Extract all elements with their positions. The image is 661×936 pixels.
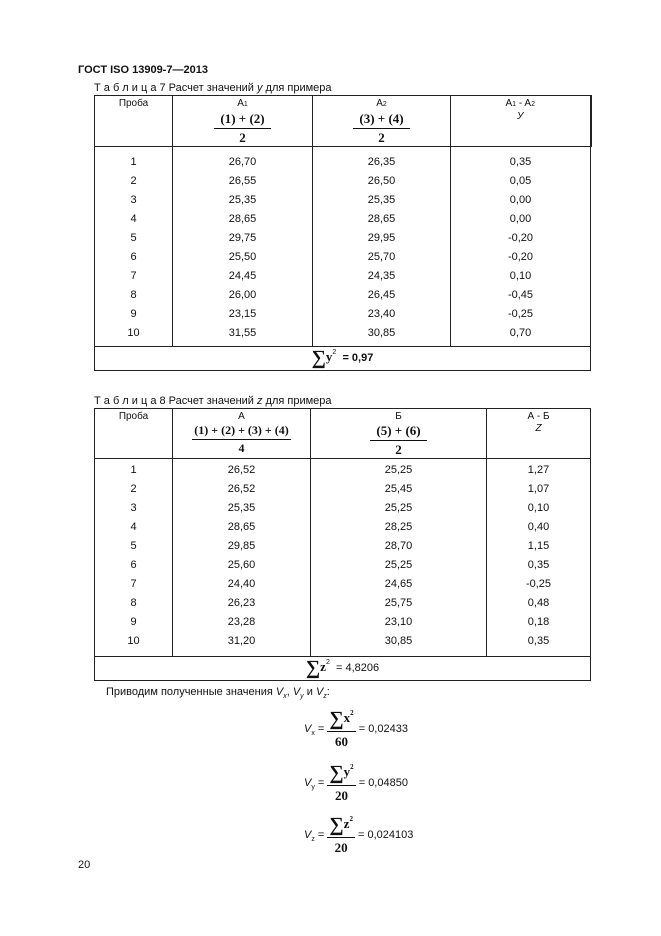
table-row (95, 248, 591, 267)
table8-b-denominator: 2 (395, 442, 402, 457)
table-cell: 25,70 (313, 248, 451, 267)
table-row (95, 305, 591, 324)
table-cell: 24,40 (173, 575, 311, 594)
table7-a2-denominator: 2 (378, 130, 385, 145)
table-cell: 23,28 (173, 613, 311, 632)
table7-a1-sub: 1 (243, 101, 248, 108)
table-row (95, 324, 591, 343)
sigma-symbol: ∑ (329, 814, 344, 836)
table-cell: 26,52 (173, 480, 311, 499)
table-cell: 0,00 (451, 191, 591, 210)
table8-a-label: A (238, 411, 245, 422)
table-cell: -0,25 (451, 305, 591, 324)
table7-caption-tail: для примера (262, 82, 332, 94)
table7-a2-sub: 2 (382, 101, 387, 108)
table-cell: 2 (95, 172, 173, 191)
table7-a2-fraction (353, 111, 409, 146)
table-row (95, 594, 591, 613)
table-cell: 29,85 (173, 537, 311, 556)
table-cell: 25,35 (173, 191, 313, 210)
table-row (95, 632, 591, 651)
table-row (95, 286, 591, 305)
table8-caption-var: z (257, 395, 263, 407)
table-cell: 0,10 (451, 267, 591, 286)
table8-header-a (173, 409, 311, 459)
table-cell: 26,23 (173, 594, 311, 613)
table-cell: 7 (95, 575, 173, 594)
table-cell: 7 (95, 267, 173, 286)
table-row (95, 613, 591, 632)
table-cell: 25,35 (313, 191, 451, 210)
table-cell: 26,70 (173, 153, 313, 172)
table-cell: 29,95 (313, 229, 451, 248)
table-row (95, 499, 591, 518)
table-cell: 6 (95, 248, 173, 267)
table7-a1-denominator: 2 (239, 130, 246, 145)
table-cell: 24,45 (173, 267, 313, 286)
table-cell: 25,45 (311, 480, 487, 499)
table-cell: 25,25 (311, 499, 487, 518)
table8-sum-row (95, 657, 591, 681)
formula-vy-result: = 0,04850 (355, 776, 408, 789)
table7-caption-lead: Т а б л и ц а 7 Расчет значений (94, 82, 257, 94)
table-cell: 8 (95, 286, 173, 305)
table-cell: 9 (95, 305, 173, 324)
table-cell: 3 (95, 499, 173, 518)
table7-header-a1 (173, 96, 313, 147)
sigma-symbol: ∑ (311, 347, 326, 369)
table-cell: 0,05 (451, 172, 591, 191)
table8-a-fraction (192, 423, 290, 456)
table8-diff-var: Z (535, 423, 542, 434)
table7 (94, 95, 592, 371)
table7-sum-value: = 0,97 (342, 352, 374, 364)
table-cell: 25,50 (173, 248, 313, 267)
table7-header-a2 (313, 96, 451, 147)
table8-sum-value: = 4,8206 (335, 662, 380, 674)
table-cell: -0,20 (451, 248, 591, 267)
table-cell: 28,25 (311, 518, 487, 537)
table8 (94, 408, 591, 681)
formula-vz: $V_z$ = $\frac{\sum z^2}{20}$ = 0,024103 (304, 814, 414, 855)
table-cell: 30,85 (313, 324, 451, 343)
table-cell: 0,70 (451, 324, 591, 343)
table-cell: 31,20 (173, 632, 311, 651)
table-cell: -0,45 (451, 286, 591, 305)
table-row (95, 575, 591, 594)
table-cell: 26,45 (313, 286, 451, 305)
table-cell: 26,50 (313, 172, 451, 191)
table-cell: 1 (95, 153, 173, 172)
table-cell: 30,85 (311, 632, 487, 651)
table-row (95, 172, 591, 191)
table-cell: 0,18 (487, 613, 591, 632)
table-cell: 0,35 (487, 556, 591, 575)
table8-caption-tail: для примера (262, 395, 332, 407)
table-cell: 0,10 (487, 499, 591, 518)
table7-a2-label: A (376, 98, 383, 109)
table-row (95, 153, 591, 172)
table-row (95, 267, 591, 286)
table8-header-sample: Проба (95, 409, 173, 459)
table-cell: 5 (95, 537, 173, 556)
table-cell: 26,35 (313, 153, 451, 172)
formula-vx-result: = 0,02433 (355, 722, 408, 735)
table-cell: 10 (95, 324, 173, 343)
table-cell: 25,60 (173, 556, 311, 575)
table-cell: 23,40 (313, 305, 451, 324)
table-cell: 28,65 (173, 210, 313, 229)
table-row (95, 191, 591, 210)
table-row (95, 210, 591, 229)
table-cell: 29,75 (173, 229, 313, 248)
table-cell: 4 (95, 518, 173, 537)
table8-caption-lead: Т а б л и ц а 8 Расчет значений (94, 395, 257, 407)
table-cell: 8 (95, 594, 173, 613)
table8-caption (94, 395, 332, 407)
results-paragraph: Приводим полученные значения $V_x$, $V_y$ и $V_z$: (106, 686, 330, 701)
table7-caption (94, 82, 332, 94)
table8-b-numerator: (5) + (6) (370, 423, 426, 441)
table8-header-diff: А - Б Z (487, 409, 591, 459)
table7-header-row (95, 96, 591, 147)
table-cell: 25,35 (173, 499, 311, 518)
table8-sum: $\sum z^2 = 4,8206$ (95, 657, 591, 681)
table-cell: 0,00 (451, 210, 591, 229)
page-number: 20 (78, 859, 91, 871)
table7-caption-var: y (257, 82, 263, 94)
table7-diff-var: У (517, 111, 524, 122)
table-cell: 10 (95, 632, 173, 651)
table7-a1-label: A (237, 98, 244, 109)
table-cell: 4 (95, 210, 173, 229)
table7-a1-fraction (214, 111, 270, 146)
table-cell: 3 (95, 191, 173, 210)
table-cell: 25,25 (311, 461, 487, 480)
table-cell: 2 (95, 480, 173, 499)
table-cell: 26,55 (173, 172, 313, 191)
table-cell: 5 (95, 229, 173, 248)
document-header: ГОСТ ISO 13909-7—2013 (78, 64, 208, 76)
table-cell: 1,15 (487, 537, 591, 556)
table7-header-sample: Проба (95, 96, 173, 147)
table-cell: 1,27 (487, 461, 591, 480)
table-cell: 1 (95, 461, 173, 480)
formula-vy: $V_y$ = $\frac{\sum y^2}{20}$ = 0,04850 (304, 762, 408, 803)
table-cell: 25,25 (311, 556, 487, 575)
table-cell: -0,25 (487, 575, 591, 594)
table7-sum-row (95, 347, 591, 371)
table-cell: 28,65 (313, 210, 451, 229)
table-row (95, 480, 591, 499)
sigma-symbol: ∑ (305, 657, 321, 679)
table8-b-label: Б (395, 411, 402, 422)
table-cell: 25,75 (311, 594, 487, 613)
table-cell: 23,15 (173, 305, 313, 324)
table-cell: 23,10 (311, 613, 487, 632)
table-cell: 28,70 (311, 537, 487, 556)
table-cell: 28,65 (173, 518, 311, 537)
table-cell: 0,35 (451, 153, 591, 172)
sigma-symbol: ∑ (329, 762, 344, 784)
table-row (95, 537, 591, 556)
table8-header-row (95, 409, 591, 459)
table-cell: 0,40 (487, 518, 591, 537)
table-cell: 9 (95, 613, 173, 632)
sigma-symbol: ∑ (329, 708, 344, 730)
table-cell: 6 (95, 556, 173, 575)
table-row (95, 461, 591, 480)
table-cell: 24,35 (313, 267, 451, 286)
table-cell: 0,48 (487, 594, 591, 613)
table7-header-diff: A1 - A2 У (451, 96, 591, 147)
table7-a2-numerator: (3) + (4) (353, 111, 409, 129)
table7-sum: $\sum y^2 = 0,97$ (95, 347, 591, 371)
formula-vx: $V_x$ = $\frac{\sum x^2}{60}$ = 0,02433 (304, 708, 408, 749)
table8-a-denominator: 4 (238, 441, 245, 455)
table8-a-numerator: (1) + (2) + (3) + (4) (192, 423, 290, 440)
table-cell: 0,35 (487, 632, 591, 651)
table8-b-fraction (370, 423, 426, 458)
table-cell: 1,07 (487, 480, 591, 499)
table-cell: -0,20 (451, 229, 591, 248)
table-cell: 31,55 (173, 324, 313, 343)
table-cell: 24,65 (311, 575, 487, 594)
table8-header-b (311, 409, 487, 459)
table7-a1-numerator: (1) + (2) (214, 111, 270, 129)
table-cell: 26,00 (173, 286, 313, 305)
table-cell: 26,52 (173, 461, 311, 480)
table-row (95, 229, 591, 248)
table-row (95, 518, 591, 537)
formula-vz-result: = 0,024103 (354, 828, 414, 841)
table-row (95, 556, 591, 575)
